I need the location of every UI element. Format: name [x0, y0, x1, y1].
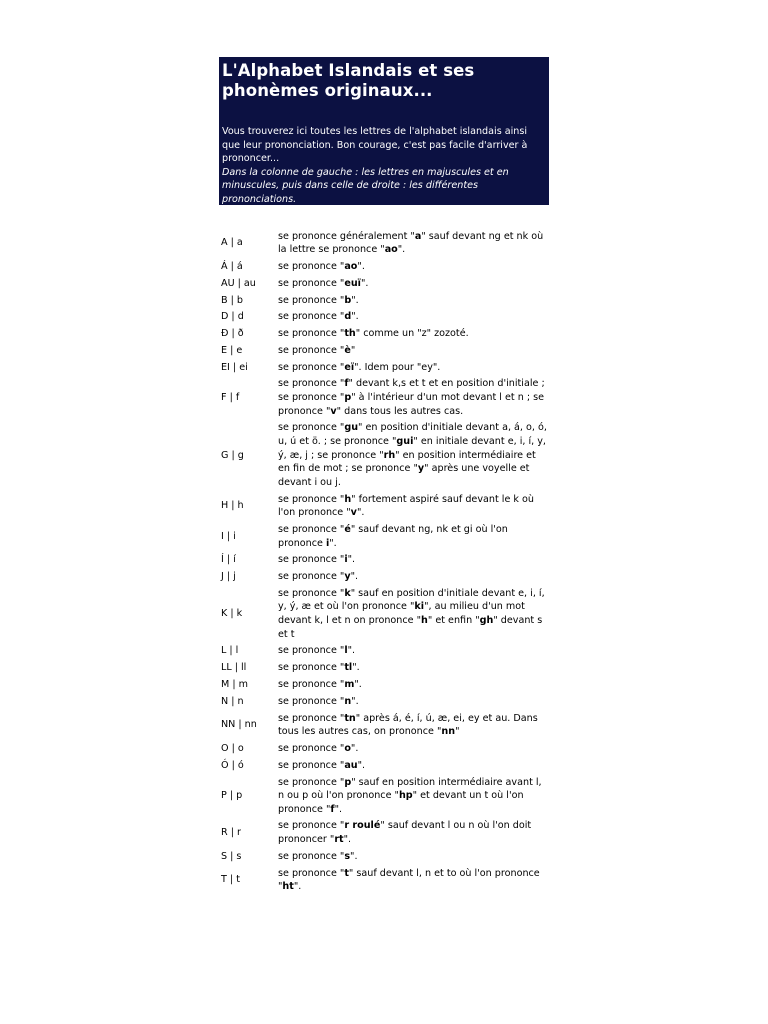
letter-cell: K | k [221, 608, 243, 620]
letter-cell: O | o [221, 742, 244, 754]
table-row [219, 848, 551, 865]
pronunciation-cell: se prononce "p" sauf en position intermédiaire avant l, n ou p où l'on prononce "hp" et devant un t où l'on prononce "f". [278, 776, 542, 815]
letter-cell: EI | ei [221, 361, 248, 373]
pronunciation-cell: se prononce "eï". Idem pour "ey". [278, 361, 441, 373]
pronunciation-cell: se prononce "f" devant k,s et t et en position d'initiale ; se prononce "p" à l'intérieur d'un mot devant l et n ; se prononce "v" dans tous les autres cas. [278, 378, 545, 417]
letter-cell: AU | au [221, 277, 256, 289]
table-row [219, 643, 551, 660]
table-row [219, 774, 551, 818]
pronunciation-cell: se prononce "é" sauf devant ng, nk et gi où l'on prononce i". [278, 523, 508, 549]
letter-cell: F | f [221, 392, 240, 404]
letter-cell: S | s [221, 850, 242, 862]
letter-cell: I | i [221, 530, 236, 542]
table-row [219, 740, 551, 757]
letter-cell: B | b [221, 294, 244, 306]
pronunciation-cell: se prononce "m". [278, 679, 362, 690]
letter-cell: L | l [221, 645, 239, 657]
pronunciation-cell: se prononce "d". [278, 311, 359, 323]
letter-cell: M | m [221, 679, 248, 690]
table-row [219, 818, 551, 848]
table-row [219, 275, 551, 292]
table-row [219, 326, 551, 343]
table-row [219, 292, 551, 309]
table-row [219, 757, 551, 774]
table-row [219, 865, 551, 895]
pronunciation-cell: se prononce "au". [278, 759, 366, 771]
pronunciation-cell: se prononce "euï". [278, 277, 369, 289]
letter-cell: NN | nn [221, 719, 257, 731]
table-row [219, 359, 551, 376]
pronunciation-cell: se prononce généralement "a" sauf devant ng et nk où la lettre se prononce "ao". [278, 230, 544, 256]
letter-cell: Ð | ð [221, 328, 244, 340]
pronunciation-cell: se prononce "o". [278, 742, 359, 754]
pronunciation-cell: se prononce "ao". [278, 260, 365, 272]
pronunciation-cell: se prononce "è" [278, 344, 356, 356]
table-row [219, 660, 551, 677]
pronunciation-cell: se prononce "r roulé" sauf devant l ou n où l'on doit prononcer "rt". [278, 820, 532, 846]
pronunciation-cell: se prononce "b". [278, 294, 359, 306]
pronunciation-cell: se prononce "k" sauf en position d'initiale devant e, i, í, y, ý, æ et où l'on prononce "ki", au milieu d'un mot devant k, l et n on prononce "h" et enfin "gh" devant s et t [278, 587, 545, 640]
letter-cell: E | e [221, 344, 243, 356]
table-row [219, 258, 551, 275]
table-row [219, 676, 551, 693]
letter-cell: Í | í [221, 554, 236, 566]
pronunciation-cell: se prononce "s". [278, 850, 358, 862]
intro-note: Dans la colonne de gauche : les lettres en majuscules et en minuscules, puis dans celle de droite : les différentes prononciations. [222, 166, 509, 205]
letter-cell: P | p [221, 790, 243, 802]
letter-cell: Á | á [221, 260, 243, 272]
alphabet-table [219, 228, 551, 895]
letter-cell: A | a [221, 237, 243, 249]
letter-cell: G | g [221, 449, 244, 461]
pronunciation-cell: se prononce "th" comme un "z" zozoté. [278, 328, 469, 340]
table-row [219, 552, 551, 569]
pronunciation-cell: se prononce "t" sauf devant l, n et to où l'on prononce "ht". [278, 867, 540, 893]
alphabet-table-body [219, 228, 551, 895]
table-row [219, 693, 551, 710]
header-box [219, 57, 549, 205]
table-row [219, 569, 551, 586]
letter-cell: J | j [221, 571, 236, 583]
letter-cell: LL | ll [221, 662, 247, 674]
table-row [219, 710, 551, 740]
table-row [219, 491, 551, 521]
table-row [219, 585, 551, 643]
table-row [219, 342, 551, 359]
page-title: L'Alphabet Islandais et ses phonèmes originaux... [222, 61, 475, 100]
table-row [219, 521, 551, 551]
pronunciation-cell: se prononce "h" fortement aspiré sauf devant le k où l'on prononce "v". [278, 493, 534, 519]
letter-cell: H | h [221, 500, 244, 512]
pronunciation-cell: se prononce "tn" après á, é, í, ú, æ, ei, ey et au. Dans tous les autres cas, on prononce "nn" [278, 712, 538, 738]
intro-text: Vous trouverez ici toutes les lettres de l'alphabet islandais ainsi que leur prononciation. Bon courage, c'est pas facile d'arriver à prononcer... [222, 126, 528, 165]
pronunciation-cell: se prononce "i". [278, 554, 356, 566]
letter-cell: N | n [221, 695, 244, 707]
letter-cell: Ó | ó [221, 759, 244, 771]
pronunciation-cell: se prononce "l". [278, 645, 356, 657]
table-row [219, 228, 551, 258]
pronunciation-cell: se prononce "y". [278, 571, 359, 583]
pronunciation-cell: se prononce "tl". [278, 662, 360, 674]
pronunciation-cell: se prononce "n". [278, 695, 359, 707]
table-row [219, 309, 551, 326]
letter-cell: T | t [221, 874, 240, 886]
table-row [219, 420, 551, 491]
pronunciation-cell: se prononce "gu" en position d'initiale devant a, á, o, ó, u, ú et ö. ; se prononce "gui" en initiale devant e, i, í, y, ý, æ, j ; se prononce "rh" en position intermédiaire et en fin de mot ; se prononce "y" après une voyelle et devant i ou j. [278, 422, 547, 488]
letter-cell: R | r [221, 827, 241, 839]
letter-cell: D | d [221, 311, 244, 323]
table-row [219, 376, 551, 420]
